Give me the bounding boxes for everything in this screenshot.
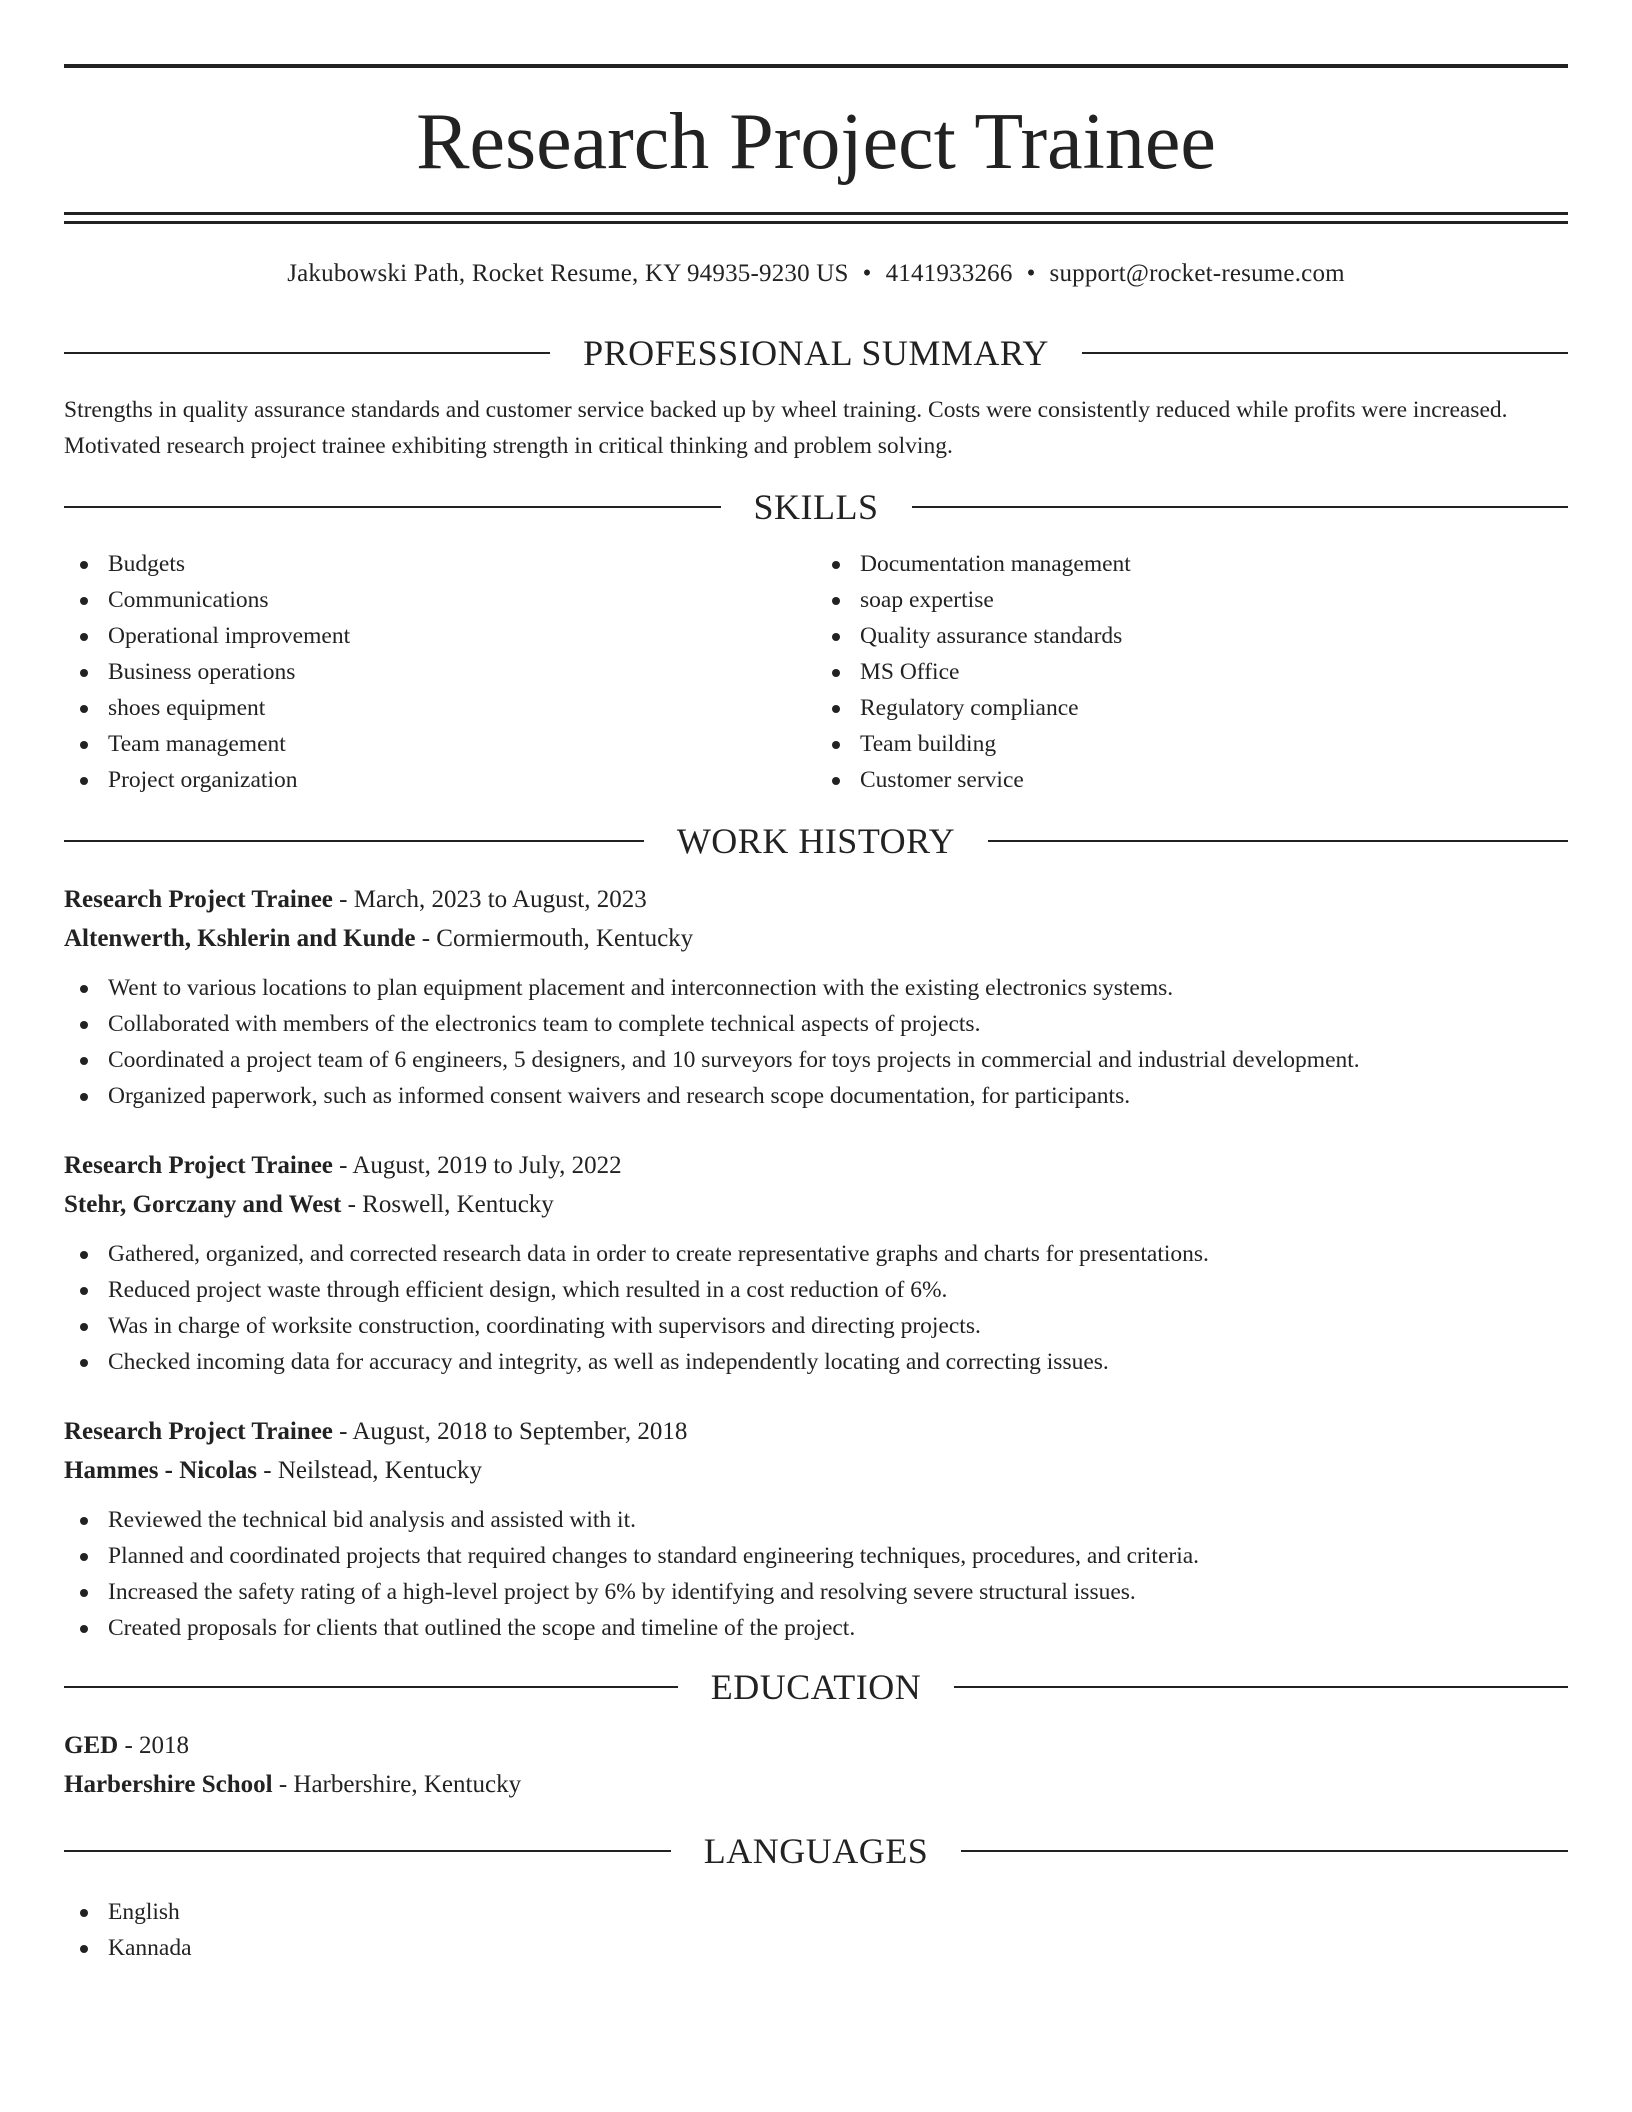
skill-item: Team building <box>816 726 1568 762</box>
skill-item: Documentation management <box>816 546 1568 582</box>
skill-item: Regulatory compliance <box>816 690 1568 726</box>
languages-heading-row <box>64 1830 1568 1872</box>
job-bullet: Planned and coordinated projects that required changes to standard engineering techniques, procedures, and criteria. <box>64 1538 1568 1574</box>
skill-item: MS Office <box>816 654 1568 690</box>
education-heading-row <box>64 1666 1568 1708</box>
email[interactable]: support@rocket-resume.com <box>1049 260 1345 287</box>
job-bullet: Reduced project waste through efficient design, which resulted in a cost reduction of 6%. <box>64 1272 1568 1308</box>
job-bullet: Created proposals for clients that outlined the scope and timeline of the project. <box>64 1610 1568 1646</box>
skill-item: Quality assurance standards <box>816 618 1568 654</box>
job-entry <box>64 1412 1568 1646</box>
skill-item: soap expertise <box>816 582 1568 618</box>
language-item: English <box>64 1894 1568 1930</box>
phone: 4141933266 <box>885 260 1013 287</box>
job-location: - Roswell, Kentucky <box>341 1191 554 1218</box>
candidate-name: Research Project Trainee <box>416 98 1216 186</box>
summary-text: Strengths in quality assurance standards and customer service backed up by wheel training. Costs were consistently reduced while profits were increased. Motivated research project trainee exhibiting strength in critical thinking and problem solving. <box>64 397 1508 459</box>
job-location: - Cormiermouth, Kentucky <box>415 925 694 952</box>
work-heading: WORK HISTORY <box>676 821 956 861</box>
languages-heading: LANGUAGES <box>703 1831 929 1871</box>
graduation-year: - 2018 <box>118 1732 190 1759</box>
skills-right-column <box>816 546 1568 798</box>
job-bullet: Reviewed the technical bid analysis and assisted with it. <box>64 1502 1568 1538</box>
degree: GED <box>64 1732 119 1759</box>
skills-heading: SKILLS <box>753 487 879 527</box>
skills-list <box>64 546 1568 798</box>
language-item: Kannada <box>64 1930 1568 1966</box>
job-bullet: Organized paperwork, such as informed consent waivers and research scope documentation, for participants. <box>64 1078 1568 1114</box>
job-title: Research Project Trainee <box>64 1152 333 1179</box>
job-location: - Neilstead, Kentucky <box>257 1457 482 1484</box>
contact-separator: • <box>1026 260 1036 287</box>
job-bullet: Was in charge of worksite construction, coordinating with supervisors and directing projects. <box>64 1308 1568 1344</box>
job-bullets <box>64 1236 1568 1380</box>
contact-separator: • <box>862 260 872 287</box>
header-double-rule <box>64 212 1568 224</box>
job-entry <box>64 1146 1568 1380</box>
summary-heading-row <box>64 332 1568 374</box>
job-company: Altenwerth, Kshlerin and Kunde <box>64 925 416 952</box>
job-entry <box>64 880 1568 1114</box>
job-bullet: Collaborated with members of the electronics team to complete technical aspects of projects. <box>64 1006 1568 1042</box>
skill-item: Operational improvement <box>64 618 816 654</box>
job-bullet: Went to various locations to plan equipment placement and interconnection with the existing electronics systems. <box>64 970 1568 1006</box>
job-bullet: Increased the safety rating of a high-level project by 6% by identifying and resolving severe structural issues. <box>64 1574 1568 1610</box>
skill-item: Budgets <box>64 546 816 582</box>
education-entry <box>64 1726 1568 1804</box>
skill-item: Customer service <box>816 762 1568 798</box>
skill-item: Communications <box>64 582 816 618</box>
job-bullet: Checked incoming data for accuracy and integrity, as well as independently locating and correcting issues. <box>64 1344 1568 1380</box>
education-heading: EDUCATION <box>710 1667 922 1707</box>
school-name: Harbershire School <box>64 1771 273 1798</box>
address: Jakubowski Path, Rocket Resume, KY 94935-9230 US <box>287 260 849 287</box>
job-company: Stehr, Gorczany and West <box>64 1191 342 1218</box>
job-bullets <box>64 970 1568 1114</box>
job-bullet: Gathered, organized, and corrected research data in order to create representative graphs and charts for presentations. <box>64 1236 1568 1272</box>
top-rule <box>64 64 1568 68</box>
job-dates: - August, 2018 to September, 2018 <box>332 1418 688 1445</box>
languages-list <box>64 1894 1568 1966</box>
job-title: Research Project Trainee <box>64 1418 333 1445</box>
summary-heading: PROFESSIONAL SUMMARY <box>583 333 1049 373</box>
contact-line <box>64 260 1568 288</box>
school-location: - Harbershire, Kentucky <box>272 1771 522 1798</box>
job-company: Hammes - Nicolas <box>64 1457 258 1484</box>
skills-left-column <box>64 546 816 798</box>
job-dates: - March, 2023 to August, 2023 <box>332 886 647 913</box>
skills-heading-row <box>64 486 1568 528</box>
skill-item: Business operations <box>64 654 816 690</box>
job-bullets <box>64 1502 1568 1646</box>
skill-item: Project organization <box>64 762 816 798</box>
job-bullet: Coordinated a project team of 6 engineers, 5 designers, and 10 surveyors for toys projects in commercial and industrial development. <box>64 1042 1568 1078</box>
work-heading-row <box>64 820 1568 862</box>
job-dates: - August, 2019 to July, 2022 <box>332 1152 622 1179</box>
job-title: Research Project Trainee <box>64 886 333 913</box>
skill-item: shoes equipment <box>64 690 816 726</box>
skill-item: Team management <box>64 726 816 762</box>
